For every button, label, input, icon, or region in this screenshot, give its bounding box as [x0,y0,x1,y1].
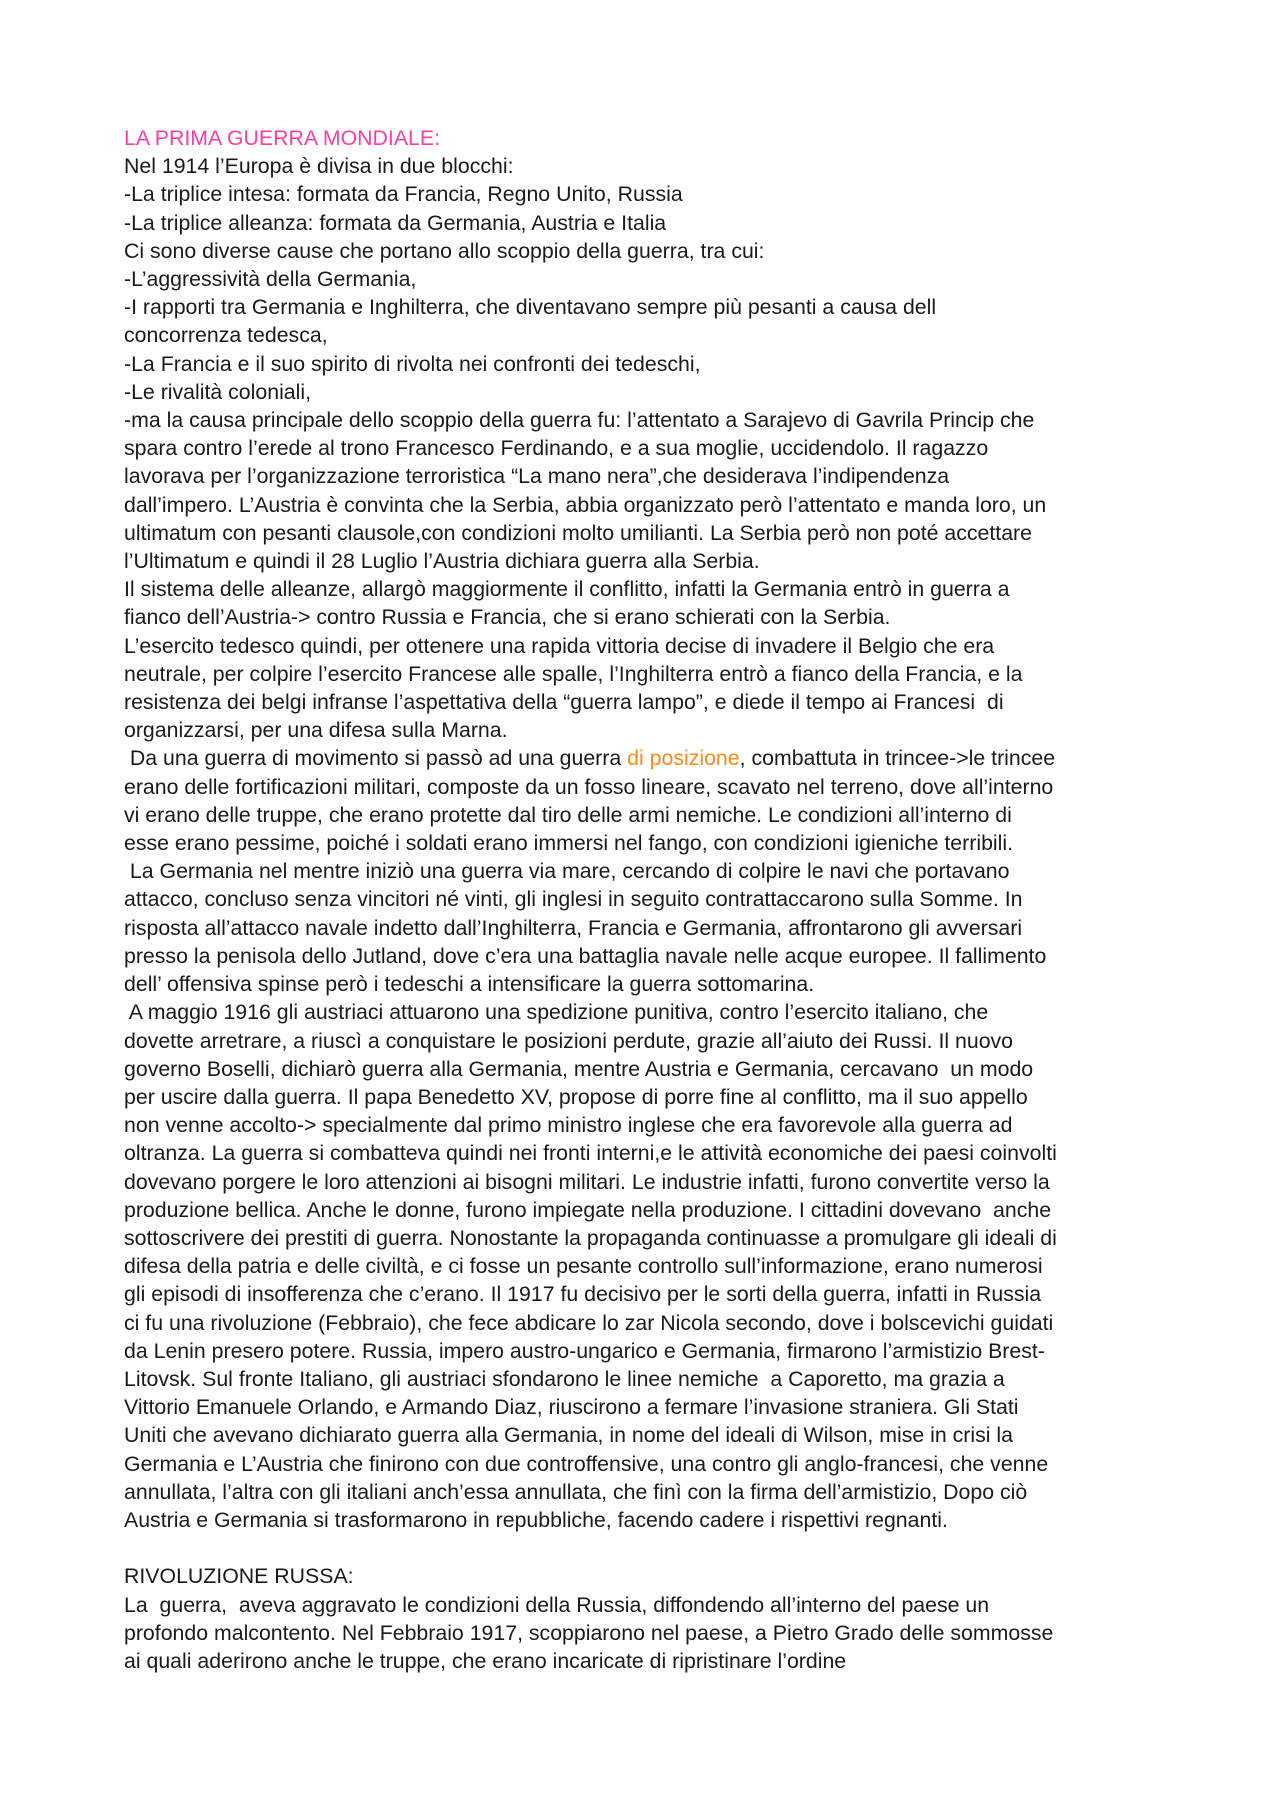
text-line: attacco, concluso senza vincitori né vinti, gli inglesi in seguito contrattaccarono sulla Somme. In [124,887,1023,912]
war-position-line [124,744,1184,772]
section-heading-rivoluzione-russa: RIVOLUZIONE RUSSA: [124,1564,354,1589]
document-page [124,124,1184,1675]
text-line: governo Boselli, dichiarò guerra alla Germania, mentre Austria e Germania, cercavano un modo [124,1056,1034,1081]
text-line: Litovsk. Sul fronte Italiano, gli austriaci sfondarono le linee nemiche a Caporetto, ma grazia a [124,1366,1005,1391]
text-line: ultimatum con pesanti clausole,con condizioni molto umilianti. La Serbia però non poté accettare [124,520,1032,545]
text-line: sottoscrivere dei prestiti di guerra. Nonostante la propaganda continuasse a promulgare gli ideali di [124,1225,1057,1250]
section2-body [124,1591,1184,1676]
text-line: annullata, l’altra con gli italiani anch’essa annullata, che finì con la firma dell’armistizio, Dopo ciò [124,1479,1028,1504]
section1-body [124,152,1184,744]
highlight-di-posizione: di posizione [627,746,740,771]
text-line: La guerra, aveva aggravato le condizioni della Russia, diffondendo all’interno del paese un [124,1592,990,1617]
war-line-after: , combattuta in trincee->le trincee [739,746,1056,771]
text-line: dovette arretrare, a riuscì a conquistare le posizioni perdute, grazie all’aiuto dei Russi. Il nuovo [124,1028,1014,1053]
text-line: spara contro l’erede al trono Francesco Ferdinando, e a sua moglie, uccidendolo. Il ragazzo [124,436,989,461]
text-line: dovevano porgere le loro attenzioni ai bisogni militari. Le industrie infatti, furono convertite verso la [124,1169,1050,1194]
text-line: -I rapporti tra Germania e Inghilterra, che diventavano sempre più pesanti a causa dell [124,295,937,320]
text-line: A maggio 1916 gli austriaci attuarono una spedizione punitiva, contro l’esercito italiano, che [124,1000,989,1025]
text-line: ci fu una rivoluzione (Febbraio), che fece abdicare lo zar Nicola secondo, dove i bolscevichi guidati [124,1310,1054,1335]
text-line: -ma la causa principale dello scoppio della guerra fu: l’attentato a Sarajevo di Gavrila Princip che [124,408,1035,433]
text-line: per uscire dalla guerra. Il papa Benedetto XV, propose di porre fine al conflitto, ma il suo appello [124,1084,1028,1109]
text-line: gli episodi di insofferenza che c’erano. Il 1917 fu decisivo per le sorti della guerra, infatti in Russia [124,1282,1042,1307]
text-line: oltranza. La guerra si combatteva quindi nei fronti interni,e le attività economiche dei paesi coinvolti [124,1141,1057,1166]
text-line: esse erano pessime, poiché i soldati erano immersi nel fango, con condizioni igieniche terribili. [124,831,1014,856]
text-line: -La triplice intesa: formata da Francia, Regno Unito, Russia [124,182,683,207]
text-line: da Lenin presero potere. Russia, impero austro-ungarico e Germania, firmarono l’armistizio Brest- [124,1338,1045,1363]
text-line: Vittorio Emanuele Orlando, e Armando Diaz, riuscirono a fermare l’invasione straniera. Gli Stati [124,1395,1019,1420]
text-line: non venne accolto-> specialmente dal primo ministro inglese che era favorevole alla guerra ad [124,1113,1013,1138]
text-line: Germania e L’Austria che finirono con due controffensive, una contro gli anglo-francesi, che venne [124,1451,1049,1476]
text-line: -La Francia e il suo spirito di rivolta nei confronti dei tedeschi, [124,351,701,376]
text-line: resistenza dei belgi infranse l’aspettativa della “guerra lampo”, e diede il tempo ai Francesi di [124,690,1004,715]
section1-body-continued [124,773,1184,1534]
text-line: l’Ultimatum e quindi il 28 Luglio l’Austria dichiara guerra alla Serbia. [124,549,760,574]
text-line: -Le rivalità coloniali, [124,379,312,404]
text-line: concorrenza tedesca, [124,323,328,348]
text-line: produzione bellica. Anche le donne, furono impiegate nella produzione. I cittadini dovevano anche [124,1197,1052,1222]
text-line: -L’aggressività della Germania, [124,267,417,292]
text-line: neutrale, per colpire l’esercito Francese alle spalle, l’Inghilterra entrò a fianco della Francia, e la [124,661,1023,686]
section-heading-prima-guerra: LA PRIMA GUERRA MONDIALE: [124,126,440,150]
text-line: -La triplice alleanza: formata da Germania, Austria e Italia [124,210,667,235]
text-line: La Germania nel mentre iniziò una guerra via mare, cercando di colpire le navi che portavano [124,859,1010,884]
text-line: lavorava per l’organizzazione terroristica “La mano nera”,che desiderava l’indipendenza [124,464,950,489]
text-line: profondo malcontento. Nel Febbraio 1917, scoppiarono nel paese, a Pietro Grado delle sommosse [124,1620,1054,1645]
text-line: vi erano delle truppe, che erano protette dal tiro delle armi nemiche. Le condizioni all’interno di [124,802,1012,827]
text-line: Il sistema delle alleanze, allargò maggiormente il conflitto, infatti la Germania entrò in guerra a [124,577,1010,602]
text-line: dall’impero. L’Austria è convinta che la Serbia, abbia organizzato però l’attentato e manda loro, un [124,492,1047,517]
text-line: ai quali aderirono anche le truppe, che erano incaricate di ripristinare l’ordine [124,1648,847,1673]
text-line: Ci sono diverse cause che portano allo scoppio della guerra, tra cui: [124,238,765,263]
text-line: presso la penisola dello Jutland, dove c’era una battaglia navale nelle acque europee. Il fallimento [124,943,1047,968]
text-line: dell’ offensiva spinse però i tedeschi a intensificare la guerra sottomarina. [124,972,815,997]
text-line: Uniti che avevano dichiarato guerra alla Germania, in nome del ideali di Wilson, mise in crisi la [124,1423,1013,1448]
section-spacer [124,1534,1184,1562]
war-line-before: Da una guerra di movimento si passò ad una guerra [124,746,628,771]
text-line: L’esercito tedesco quindi, per ottenere una rapida vittoria decise di invadere il Belgio che era [124,633,995,658]
text-line: organizzarsi, per una difesa sulla Marna. [124,718,508,743]
text-line: Austria e Germania si trasformarono in repubbliche, facendo cadere i rispettivi regnanti. [124,1507,948,1532]
text-line: risposta all’attacco navale indetto dall’Inghilterra, Francia e Germania, affrontarono gli avversari [124,915,1023,940]
text-line: erano delle fortificazioni militari, composte da un fosso lineare, scavato nel terreno, dove all’interno [124,774,1054,799]
text-line: Nel 1914 l’Europa è divisa in due blocchi: [124,154,514,179]
text-line: fianco dell’Austria-> contro Russia e Francia, che si erano schierati con la Serbia. [124,605,891,630]
text-line: difesa della patria e delle civiltà, e ci fosse un pesante controllo sull’informazione, erano numerosi [124,1254,1043,1279]
